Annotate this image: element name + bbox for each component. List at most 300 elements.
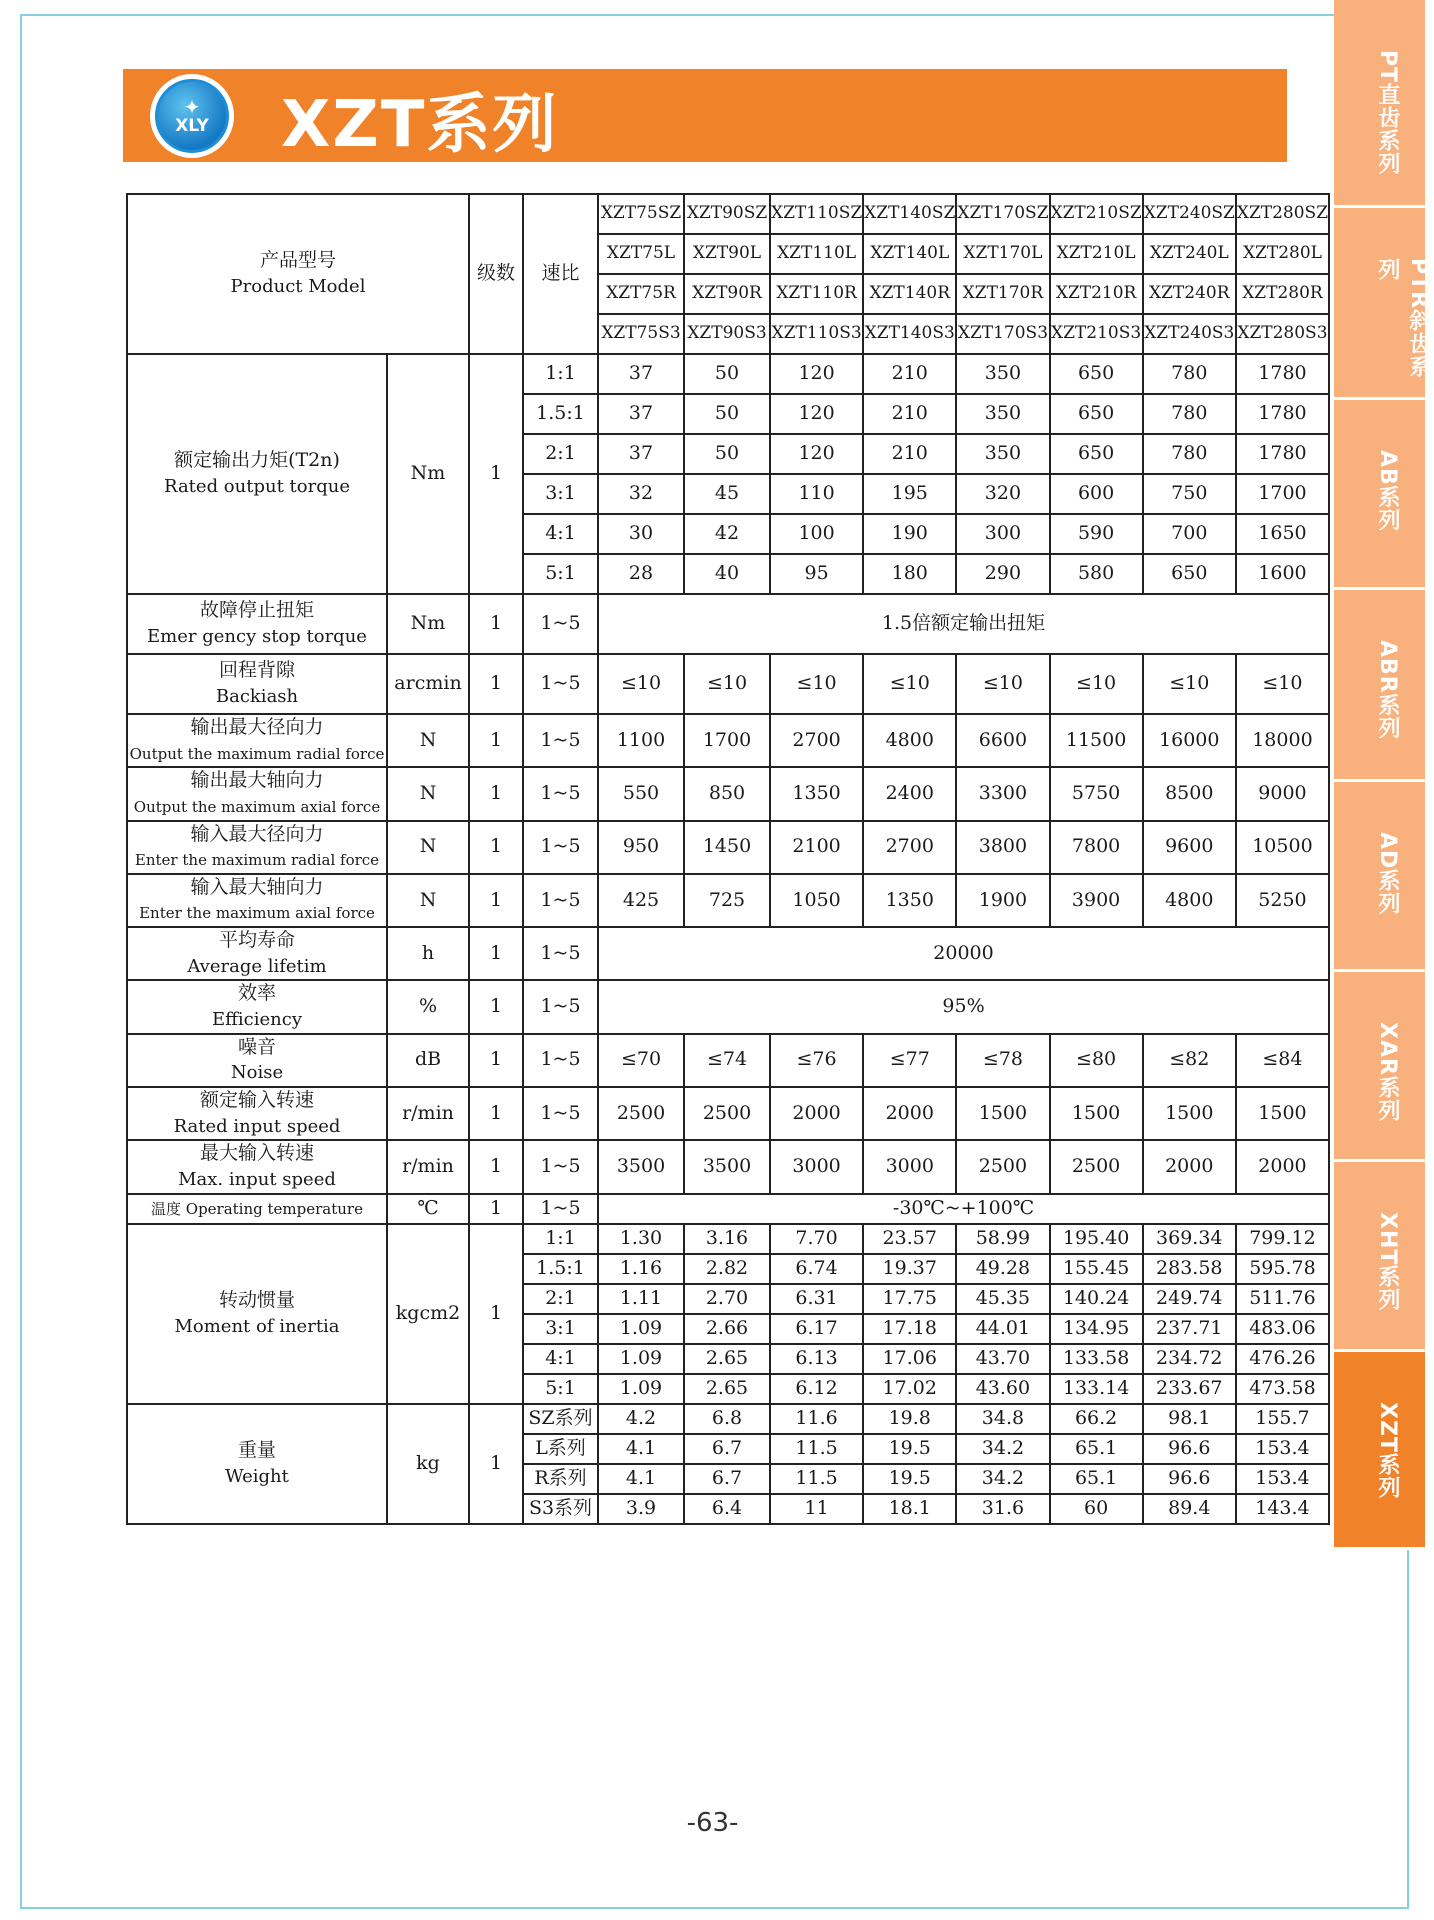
param-label	[127, 1194, 387, 1224]
value-cell: 210	[863, 394, 956, 434]
side-tab-label: ABR系列	[1375, 640, 1400, 740]
side-tab-label: PT直齿系列	[1375, 50, 1400, 176]
ratio-cell: 1~5	[523, 654, 598, 714]
side-tab-6[interactable]	[1334, 1162, 1425, 1352]
value-cell: 1.30	[598, 1224, 684, 1254]
side-tab-7[interactable]	[1334, 1352, 1425, 1550]
param-label	[127, 1087, 387, 1140]
value-cell: 100	[770, 514, 863, 554]
model-name: XZT110S3	[770, 314, 863, 354]
model-name: XZT170L	[956, 234, 1049, 274]
value-cell: ≤10	[863, 654, 956, 714]
stages-header: 级数	[469, 194, 523, 354]
model-name: XZT140L	[863, 234, 956, 274]
value-cell: 650	[1050, 354, 1143, 394]
value-cell: 4800	[1143, 874, 1236, 927]
side-tab-0[interactable]	[1334, 0, 1425, 208]
value-cell: 6.31	[770, 1284, 863, 1314]
side-tab-2[interactable]	[1334, 400, 1425, 590]
value-cell: ≤10	[598, 654, 684, 714]
param-label-zh: 噪音	[237, 1035, 276, 1058]
value-cell: 1100	[598, 714, 684, 767]
value-cell: 7.70	[770, 1224, 863, 1254]
ratio-header: 速比	[523, 194, 598, 354]
param-label-en: Enter the maximum axial force	[139, 904, 375, 923]
param-unit: ℃	[387, 1194, 469, 1224]
model-name: XZT170S3	[956, 314, 1049, 354]
value-cell: 595.78	[1236, 1254, 1329, 1284]
ratio-cell: 4:1	[523, 1344, 598, 1374]
value-cell: 780	[1143, 354, 1236, 394]
value-cell: 780	[1143, 394, 1236, 434]
value-cell: 234.72	[1143, 1344, 1236, 1374]
value-cell: 134.95	[1050, 1314, 1143, 1344]
value-cell: 9600	[1143, 821, 1236, 874]
side-tab-label: XZT系列	[1375, 1402, 1400, 1499]
param-unit: kg	[387, 1404, 469, 1524]
param-label-en: Backiash	[215, 686, 299, 707]
value-cell: 2400	[863, 767, 956, 820]
ratio-cell: 1~5	[523, 594, 598, 654]
value-cell: 1.09	[598, 1344, 684, 1374]
value-cell: 950	[598, 821, 684, 874]
param-unit: Nm	[387, 354, 469, 594]
value-cell: 34.2	[956, 1464, 1049, 1494]
title-banner	[123, 69, 1287, 162]
value-cell: 6.8	[684, 1404, 770, 1434]
value-cell: 1.09	[598, 1374, 684, 1404]
param-unit: N	[387, 874, 469, 927]
value-cell: 30	[598, 514, 684, 554]
param-label-zh: 转动惯量	[218, 1288, 295, 1311]
value-cell: 40	[684, 554, 770, 594]
value-cell: 11.5	[770, 1464, 863, 1494]
param-label-en: Enter the maximum radial force	[134, 851, 380, 870]
company-logo	[150, 74, 234, 158]
ratio-cell: 1.5:1	[523, 394, 598, 434]
value-cell: 65.1	[1050, 1434, 1143, 1464]
value-cell: 2000	[770, 1087, 863, 1140]
value-cell: 1450	[684, 821, 770, 874]
value-cell: 2500	[1050, 1140, 1143, 1193]
value-cell: 1.11	[598, 1284, 684, 1314]
value-cell: 66.2	[1050, 1404, 1143, 1434]
ratio-cell: 1~5	[523, 821, 598, 874]
value-cell: 2.66	[684, 1314, 770, 1344]
value-cell: 120	[770, 354, 863, 394]
model-name: XZT140S3	[863, 314, 956, 354]
param-stage: 1	[469, 354, 523, 594]
side-tab-3[interactable]	[1334, 590, 1425, 782]
value-cell: 233.67	[1143, 1374, 1236, 1404]
value-cell: 11.5	[770, 1434, 863, 1464]
model-name: XZT170SZ	[956, 194, 1049, 234]
param-label-zh: 额定输出力矩(T2n)	[174, 449, 340, 472]
param-stage: 1	[469, 1404, 523, 1524]
model-name: XZT140R	[863, 274, 956, 314]
param-stage: 1	[469, 874, 523, 927]
param-label	[127, 714, 387, 767]
param-label-text: 温度 Operating temperature	[151, 1199, 363, 1218]
value-cell: 483.06	[1236, 1314, 1329, 1344]
param-label	[127, 767, 387, 820]
param-stage: 1	[469, 821, 523, 874]
value-cell: ≤10	[1236, 654, 1329, 714]
value-cell: 155.7	[1236, 1404, 1329, 1434]
value-cell: 17.75	[863, 1284, 956, 1314]
value-cell: 98.1	[1143, 1404, 1236, 1434]
param-label	[127, 1034, 387, 1087]
model-name: XZT140SZ	[863, 194, 956, 234]
value-cell: 19.5	[863, 1434, 956, 1464]
value-cell: 120	[770, 394, 863, 434]
value-cell: 3900	[1050, 874, 1143, 927]
side-tab-5[interactable]	[1334, 972, 1425, 1162]
ratio-cell: 1.5:1	[523, 1254, 598, 1284]
model-name: XZT90SZ	[684, 194, 770, 234]
value-cell: 237.71	[1143, 1314, 1236, 1344]
value-cell: 1780	[1236, 354, 1329, 394]
merged-value-cell: 95%	[598, 980, 1329, 1033]
value-cell: 290	[956, 554, 1049, 594]
ratio-cell: 2:1	[523, 1284, 598, 1314]
logo-text: XLY	[175, 116, 209, 136]
value-cell: 2700	[863, 821, 956, 874]
ratio-cell: 5:1	[523, 554, 598, 594]
param-label	[127, 874, 387, 927]
value-cell: 49.28	[956, 1254, 1049, 1284]
value-cell: 2100	[770, 821, 863, 874]
value-cell: 1500	[1236, 1087, 1329, 1140]
value-cell: 2500	[956, 1140, 1049, 1193]
param-label-en: Rated output torque	[163, 476, 350, 497]
value-cell: 350	[956, 434, 1049, 474]
ratio-cell: 1~5	[523, 767, 598, 820]
param-label-zh: 额定输入转速	[199, 1088, 314, 1111]
merged-value-cell: 20000	[598, 927, 1329, 980]
value-cell: 42	[684, 514, 770, 554]
product-model-en: Product Model	[230, 276, 366, 297]
ratio-cell: 3:1	[523, 474, 598, 514]
page-number: -63-	[686, 1808, 739, 1838]
param-label-en: Emer gency stop torque	[147, 626, 367, 647]
value-cell: 6600	[956, 714, 1049, 767]
value-cell: 19.37	[863, 1254, 956, 1284]
value-cell: 1.09	[598, 1314, 684, 1344]
side-tab-label: AB系列	[1375, 450, 1400, 532]
model-name: XZT240R	[1143, 274, 1236, 314]
value-cell: 2.70	[684, 1284, 770, 1314]
side-tab-label: XHT系列	[1375, 1212, 1400, 1312]
value-cell: 1500	[1050, 1087, 1143, 1140]
ratio-cell: SZ系列	[523, 1404, 598, 1434]
value-cell: 43.70	[956, 1344, 1049, 1374]
value-cell: ≤10	[684, 654, 770, 714]
value-cell: 37	[598, 434, 684, 474]
param-label-en: Average lifetim	[187, 955, 327, 977]
value-cell: 1350	[863, 874, 956, 927]
param-unit: Nm	[387, 594, 469, 654]
param-label-en: Rated input speed	[173, 1115, 341, 1137]
param-label-zh: 效率	[237, 982, 276, 1005]
value-cell: 249.74	[1143, 1284, 1236, 1314]
model-name: XZT110L	[770, 234, 863, 274]
side-tab-label: XAR系列	[1375, 1022, 1400, 1122]
value-cell: 283.58	[1143, 1254, 1236, 1284]
value-cell: 3500	[684, 1140, 770, 1193]
param-label	[127, 821, 387, 874]
value-cell: ≤82	[1143, 1034, 1236, 1087]
value-cell: ≤10	[1050, 654, 1143, 714]
model-name: XZT280L	[1236, 234, 1329, 274]
value-cell: 44.01	[956, 1314, 1049, 1344]
page-title: XZT系列	[281, 88, 559, 162]
value-cell: 23.57	[863, 1224, 956, 1254]
value-cell: 476.26	[1236, 1344, 1329, 1374]
value-cell: 3.16	[684, 1224, 770, 1254]
value-cell: 1650	[1236, 514, 1329, 554]
value-cell: 650	[1143, 554, 1236, 594]
ratio-cell: 1~5	[523, 874, 598, 927]
value-cell: 3000	[863, 1140, 956, 1193]
value-cell: 18.1	[863, 1494, 956, 1524]
param-label-zh: 输入最大径向力	[190, 822, 324, 845]
value-cell: 590	[1050, 514, 1143, 554]
value-cell: 725	[684, 874, 770, 927]
value-cell: 4.2	[598, 1404, 684, 1434]
value-cell: 19.8	[863, 1404, 956, 1434]
value-cell: 210	[863, 354, 956, 394]
value-cell: 600	[1050, 474, 1143, 514]
ratio-cell: 1~5	[523, 980, 598, 1033]
param-unit: N	[387, 821, 469, 874]
model-name: XZT75L	[598, 234, 684, 274]
param-label-en: Max. input speed	[178, 1168, 336, 1190]
value-cell: 350	[956, 394, 1049, 434]
param-stage: 1	[469, 1087, 523, 1140]
value-cell: 650	[1050, 394, 1143, 434]
value-cell: 2500	[684, 1087, 770, 1140]
model-name: XZT90R	[684, 274, 770, 314]
value-cell: 6.13	[770, 1344, 863, 1374]
value-cell: 17.02	[863, 1374, 956, 1404]
value-cell: 153.4	[1236, 1464, 1329, 1494]
value-cell: 16000	[1143, 714, 1236, 767]
param-label-zh: 平均寿命	[218, 929, 295, 952]
param-stage: 1	[469, 1194, 523, 1224]
value-cell: 2700	[770, 714, 863, 767]
side-tab-label: AD系列	[1375, 832, 1400, 916]
spec-table	[126, 193, 1330, 1525]
value-cell: 18000	[1236, 714, 1329, 767]
model-name: XZT240L	[1143, 234, 1236, 274]
side-tab-4[interactable]	[1334, 782, 1425, 972]
value-cell: 9000	[1236, 767, 1329, 820]
ratio-cell: 4:1	[523, 514, 598, 554]
value-cell: ≤10	[956, 654, 1049, 714]
ratio-cell: 1:1	[523, 354, 598, 394]
value-cell: 4.1	[598, 1464, 684, 1494]
value-cell: 1900	[956, 874, 1049, 927]
value-cell: 50	[684, 354, 770, 394]
value-cell: 6.12	[770, 1374, 863, 1404]
value-cell: 650	[1050, 434, 1143, 474]
value-cell: 473.58	[1236, 1374, 1329, 1404]
value-cell: 750	[1143, 474, 1236, 514]
value-cell: 31.6	[956, 1494, 1049, 1524]
value-cell: 4.1	[598, 1434, 684, 1464]
param-label-zh: 输出最大径向力	[190, 716, 324, 738]
value-cell: 195	[863, 474, 956, 514]
value-cell: 60	[1050, 1494, 1143, 1524]
value-cell: 133.14	[1050, 1374, 1143, 1404]
param-label-en: Moment of inertia	[174, 1315, 340, 1337]
value-cell: 369.34	[1143, 1224, 1236, 1254]
value-cell: ≤70	[598, 1034, 684, 1087]
value-cell: 2000	[1236, 1140, 1329, 1193]
model-name: XZT280SZ	[1236, 194, 1329, 234]
ratio-cell: 5:1	[523, 1374, 598, 1404]
param-label-en: Output the maximum radial force	[129, 744, 385, 763]
model-name: XZT280S3	[1236, 314, 1329, 354]
value-cell: 3000	[770, 1140, 863, 1193]
model-name: XZT240S3	[1143, 314, 1236, 354]
ratio-cell: 3:1	[523, 1314, 598, 1344]
side-tab-1[interactable]	[1334, 208, 1431, 400]
value-cell: 2.65	[684, 1374, 770, 1404]
value-cell: 1500	[1143, 1087, 1236, 1140]
param-stage: 1	[469, 1140, 523, 1193]
value-cell: 143.4	[1236, 1494, 1329, 1524]
value-cell: 50	[684, 394, 770, 434]
ratio-cell: 2:1	[523, 434, 598, 474]
value-cell: 133.58	[1050, 1344, 1143, 1374]
value-cell: 6.74	[770, 1254, 863, 1284]
model-name: XZT280R	[1236, 274, 1329, 314]
param-label	[127, 980, 387, 1033]
value-cell: 10500	[1236, 821, 1329, 874]
value-cell: 5750	[1050, 767, 1143, 820]
param-unit: N	[387, 767, 469, 820]
value-cell: 32	[598, 474, 684, 514]
value-cell: 17.06	[863, 1344, 956, 1374]
value-cell: 96.6	[1143, 1434, 1236, 1464]
model-name: XZT210L	[1050, 234, 1143, 274]
value-cell: ≤78	[956, 1034, 1049, 1087]
value-cell: 210	[863, 434, 956, 474]
param-label-zh: 输入最大轴向力	[190, 875, 324, 898]
param-stage: 1	[469, 980, 523, 1033]
value-cell: 37	[598, 354, 684, 394]
value-cell: 8500	[1143, 767, 1236, 820]
value-cell: 3500	[598, 1140, 684, 1193]
param-unit: r/min	[387, 1087, 469, 1140]
param-stage: 1	[469, 767, 523, 820]
value-cell: 700	[1143, 514, 1236, 554]
ratio-cell: S3系列	[523, 1494, 598, 1524]
model-name: XZT210R	[1050, 274, 1143, 314]
value-cell: 37	[598, 394, 684, 434]
param-label-en: Noise	[230, 1062, 284, 1084]
model-name: XZT110R	[770, 274, 863, 314]
value-cell: 799.12	[1236, 1224, 1329, 1254]
value-cell: 11	[770, 1494, 863, 1524]
value-cell: 153.4	[1236, 1434, 1329, 1464]
value-cell: ≤10	[770, 654, 863, 714]
value-cell: 1780	[1236, 434, 1329, 474]
value-cell: 58.99	[956, 1224, 1049, 1254]
value-cell: 1700	[684, 714, 770, 767]
value-cell: 1350	[770, 767, 863, 820]
value-cell: 2500	[598, 1087, 684, 1140]
model-name: XZT75S3	[598, 314, 684, 354]
value-cell: ≤84	[1236, 1034, 1329, 1087]
product-model-header	[127, 194, 469, 354]
model-name: XZT75R	[598, 274, 684, 314]
value-cell: 95	[770, 554, 863, 594]
star-icon: ✦	[183, 95, 201, 119]
ratio-cell: L系列	[523, 1434, 598, 1464]
param-label-zh: 故障停止扭矩	[199, 599, 314, 622]
model-name: XZT240SZ	[1143, 194, 1236, 234]
model-name: XZT210SZ	[1050, 194, 1143, 234]
param-label	[127, 1404, 387, 1524]
value-cell: 1600	[1236, 554, 1329, 594]
ratio-cell: 1~5	[523, 714, 598, 767]
ratio-cell: 1~5	[523, 1194, 598, 1224]
value-cell: 6.4	[684, 1494, 770, 1524]
ratio-cell: R系列	[523, 1464, 598, 1494]
value-cell: 850	[684, 767, 770, 820]
param-label-zh: 最大输入转速	[199, 1142, 314, 1165]
value-cell: 1780	[1236, 394, 1329, 434]
param-stage: 1	[469, 1224, 523, 1404]
model-name: XZT170R	[956, 274, 1049, 314]
value-cell: 43.60	[956, 1374, 1049, 1404]
param-unit: arcmin	[387, 654, 469, 714]
value-cell: 45.35	[956, 1284, 1049, 1314]
side-tab-label: PTR斜齿系列	[1375, 258, 1431, 379]
value-cell: 1.16	[598, 1254, 684, 1284]
value-cell: 89.4	[1143, 1494, 1236, 1524]
param-label	[127, 1224, 387, 1404]
value-cell: 11500	[1050, 714, 1143, 767]
param-stage: 1	[469, 1034, 523, 1087]
param-unit: N	[387, 714, 469, 767]
value-cell: 1500	[956, 1087, 1049, 1140]
value-cell: 300	[956, 514, 1049, 554]
param-stage: 1	[469, 927, 523, 980]
value-cell: 195.40	[1050, 1224, 1143, 1254]
value-cell: 110	[770, 474, 863, 514]
value-cell: 34.2	[956, 1434, 1049, 1464]
value-cell: 34.8	[956, 1404, 1049, 1434]
ratio-cell: 1:1	[523, 1224, 598, 1254]
param-label-en: Weight	[225, 1465, 289, 1487]
param-unit: h	[387, 927, 469, 980]
param-unit: %	[387, 980, 469, 1033]
value-cell: 120	[770, 434, 863, 474]
merged-value-cell: 1.5倍额定输出扭矩	[598, 594, 1329, 654]
param-label	[127, 654, 387, 714]
value-cell: 550	[598, 767, 684, 820]
value-cell: 7800	[1050, 821, 1143, 874]
value-cell: 65.1	[1050, 1464, 1143, 1494]
ratio-cell: 1~5	[523, 1034, 598, 1087]
param-stage: 1	[469, 714, 523, 767]
value-cell: 5250	[1236, 874, 1329, 927]
model-name: XZT90S3	[684, 314, 770, 354]
